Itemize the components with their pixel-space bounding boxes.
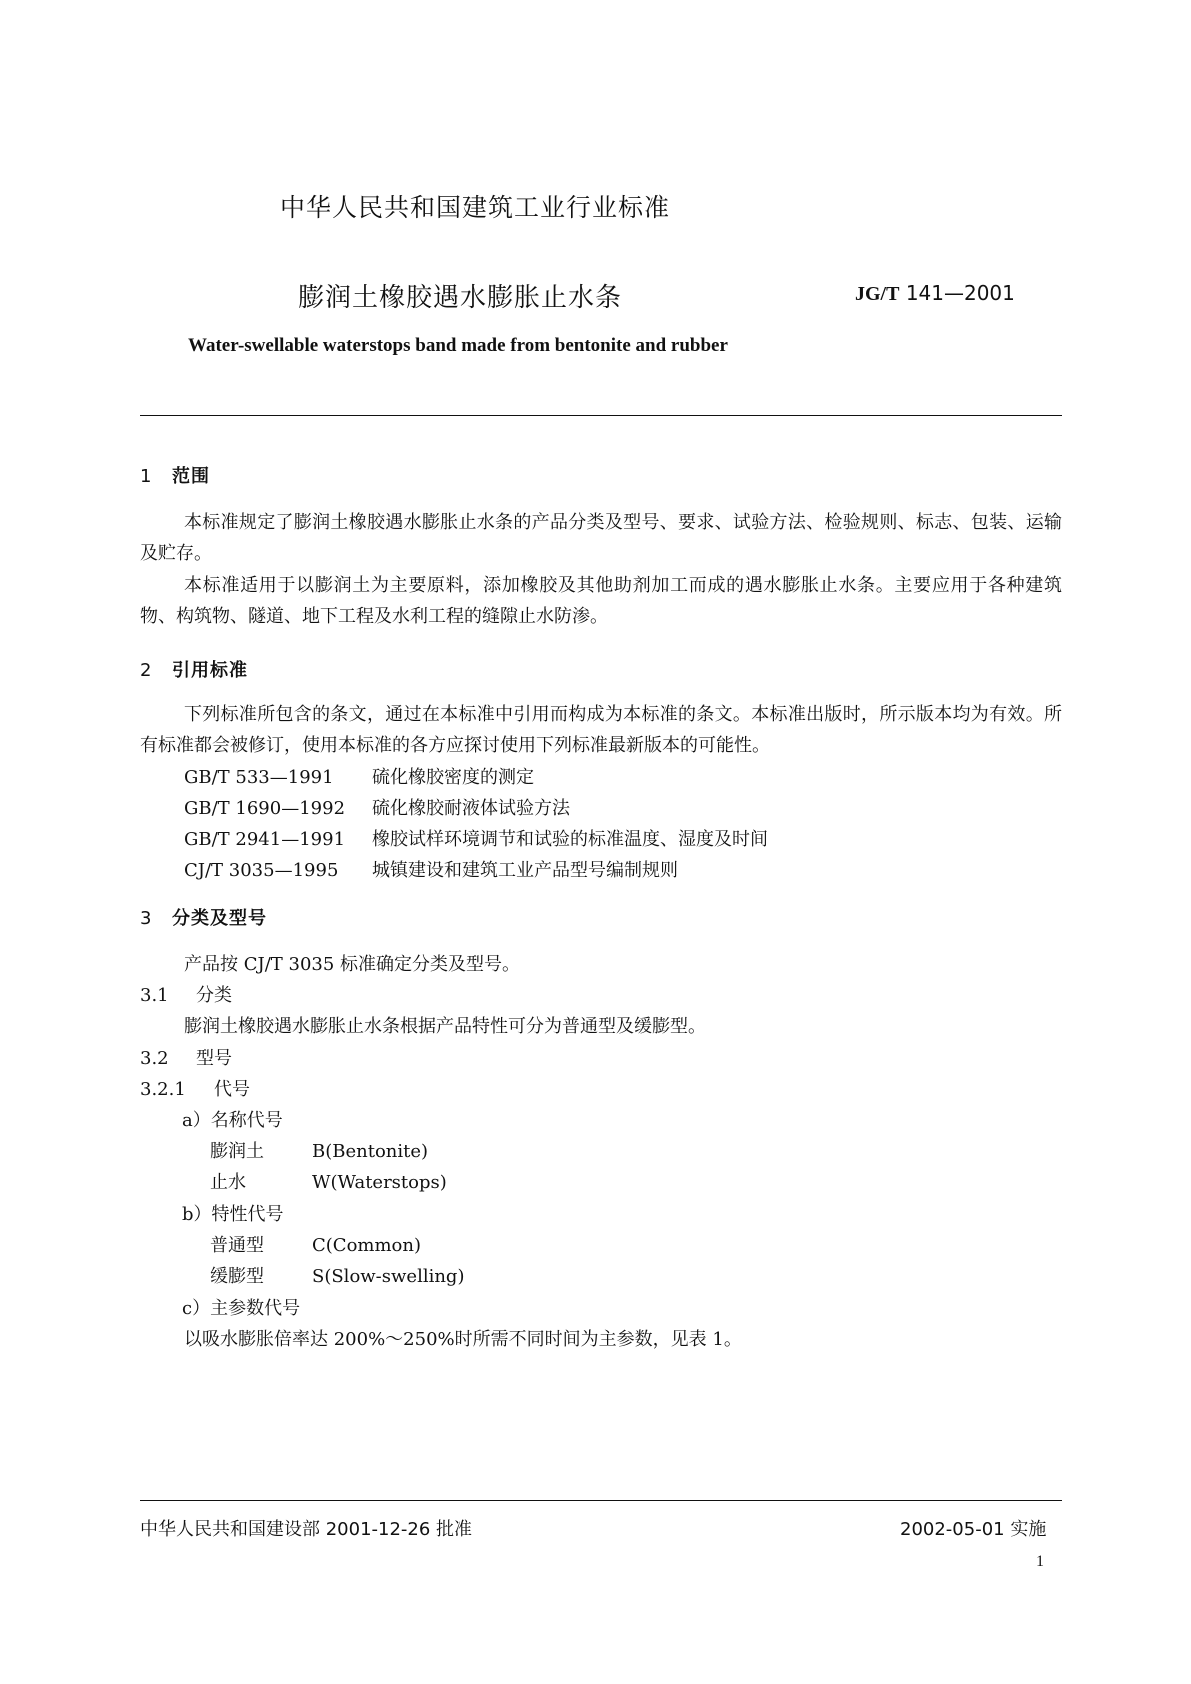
subsection-3-2-title: 型号 xyxy=(196,1048,232,1069)
code-entry-value: C(Common) xyxy=(312,1235,421,1256)
list-item-c-text: 以吸水膨胀倍率达 200%～250%时所需不同时间为主参数，见表 1。 xyxy=(184,1329,742,1350)
document-code xyxy=(855,281,1015,306)
code-entry-value: B(Bentonite) xyxy=(312,1141,429,1162)
footer-divider xyxy=(140,1500,1062,1501)
document-title: 膨润土橡胶遇水膨胀止水条 xyxy=(298,283,623,313)
code-entry xyxy=(210,1262,464,1288)
subsection-3-2-1-number: 3.2.1 xyxy=(140,1079,186,1100)
effective-date-note: 2002-05-01 实施 xyxy=(900,1519,1047,1540)
subsection-3-2-number: 3.2 xyxy=(140,1048,169,1069)
section-1-heading xyxy=(140,462,210,488)
subsection-3-1-text: 膨润土橡胶遇水膨胀止水条根据产品特性可分为普通型及缓膨型。 xyxy=(184,1016,706,1037)
code-entry-name: 止水 xyxy=(210,1172,246,1193)
reference-code: GB/T 533—1991 xyxy=(184,767,334,788)
subsection-3-1-heading xyxy=(140,981,232,1007)
reference-item xyxy=(184,794,570,820)
document-code-prefix: JG/T xyxy=(855,283,900,305)
reference-item xyxy=(184,763,534,789)
document-code-number: 141—2001 xyxy=(905,281,1015,305)
section-1-number: 1 xyxy=(140,466,152,487)
reference-code: GB/T 2941—1991 xyxy=(184,829,346,850)
reference-title: 城镇建设和建筑工业产品型号编制规则 xyxy=(372,860,678,881)
header-divider xyxy=(140,415,1062,416)
reference-code: GB/T 1690—1992 xyxy=(184,798,346,819)
list-item-b-label: b）特性代号 xyxy=(182,1204,284,1225)
section-3-number: 3 xyxy=(140,908,152,929)
section-2-heading xyxy=(140,656,248,682)
reference-title: 硫化橡胶密度的测定 xyxy=(372,767,534,788)
code-entry-name: 膨润土 xyxy=(210,1141,264,1162)
code-entry xyxy=(210,1231,421,1257)
section-3-heading xyxy=(140,904,267,930)
list-item-a-label: a）名称代号 xyxy=(182,1110,283,1131)
subsection-3-2-1-heading xyxy=(140,1075,250,1101)
code-entry xyxy=(210,1168,447,1194)
section-1-paragraph-1: 本标准规定了膨润土橡胶遇水膨胀止水条的产品分类及型号、要求、试验方法、检验规则、标志、包装、运输及贮存。 xyxy=(140,512,1062,564)
code-entry-name: 缓膨型 xyxy=(210,1266,264,1287)
approval-note: 中华人民共和国建设部 2001-12-26 批准 xyxy=(140,1519,473,1540)
section-2-paragraph-1: 下列标准所包含的条文，通过在本标准中引用而构成为本标准的条文。本标准出版时，所示版本均为有效。所有标准都会被修订，使用本标准的各方应探讨使用下列标准最新版本的可能性。 xyxy=(140,704,1062,756)
english-title: Water-swellable waterstops band made from bentonite and rubber xyxy=(188,335,728,356)
subsection-3-2-1-title: 代号 xyxy=(214,1079,250,1100)
reference-title: 硫化橡胶耐液体试验方法 xyxy=(372,798,570,819)
section-2-number: 2 xyxy=(140,660,152,681)
section-3-paragraph-1: 产品按 CJ/T 3035 标准确定分类及型号。 xyxy=(184,954,521,975)
reference-item xyxy=(184,825,768,851)
list-item-c-label: c）主参数代号 xyxy=(182,1298,301,1319)
section-3-title: 分类及型号 xyxy=(172,908,267,929)
reference-item xyxy=(184,856,678,882)
subsection-3-1-number: 3.1 xyxy=(140,985,169,1006)
reference-title: 橡胶试样环境调节和试验的标准温度、湿度及时间 xyxy=(372,829,768,850)
standard-title: 中华人民共和国建筑工业行业标准 xyxy=(280,193,671,222)
subsection-3-2-heading xyxy=(140,1044,232,1070)
section-1-paragraph-2: 本标准适用于以膨润土为主要原料，添加橡胶及其他助剂加工而成的遇水膨胀止水条。主要应用于各种建筑物、构筑物、隧道、地下工程及水利工程的缝隙止水防渗。 xyxy=(140,575,1062,627)
code-entry-value: W(Waterstops) xyxy=(312,1172,447,1193)
code-entry-value: S(Slow-swelling) xyxy=(312,1266,465,1287)
page-number: 1 xyxy=(1036,1553,1044,1570)
section-1-title: 范围 xyxy=(172,466,210,487)
code-entry-name: 普通型 xyxy=(210,1235,264,1256)
subsection-3-1-title: 分类 xyxy=(196,985,232,1006)
reference-code: CJ/T 3035—1995 xyxy=(184,860,339,881)
section-2-title: 引用标准 xyxy=(172,660,248,681)
code-entry xyxy=(210,1137,428,1163)
